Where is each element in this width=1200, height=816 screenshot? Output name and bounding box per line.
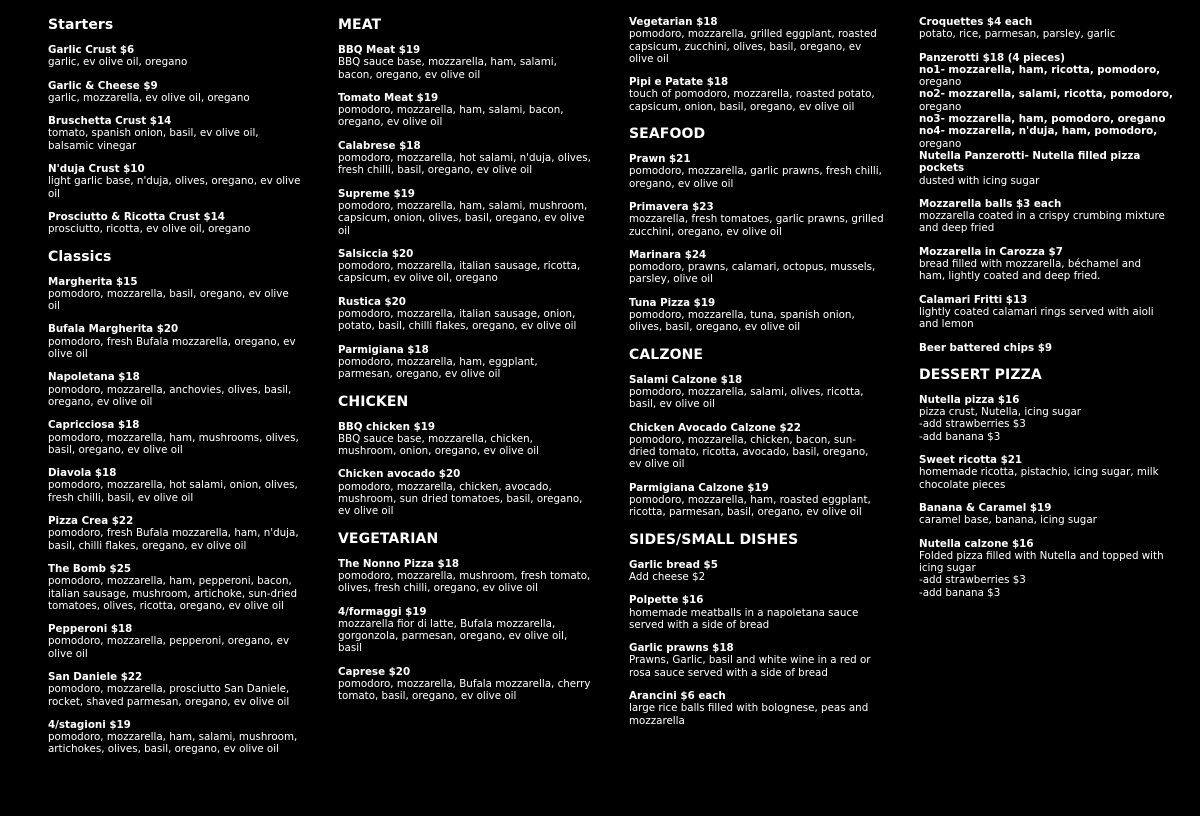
menu-item — [338, 421, 600, 458]
description-line: light garlic base, n'duja, olives, oregano, ev olive — [48, 175, 301, 188]
menu-item — [629, 642, 891, 679]
description-line: balsamic vinegar — [48, 139, 137, 152]
menu-item-name: Vegetarian $18 — [629, 16, 718, 28]
menu-item-description — [338, 152, 600, 177]
menu-item-description — [629, 702, 891, 727]
description-line: mozzarella fior di latte, Bufala mozzarella, — [338, 617, 556, 630]
menu-item — [629, 16, 891, 65]
menu-item-name: Arancini $6 each — [629, 689, 726, 702]
menu-item-name: Capricciosa $18 — [48, 419, 140, 432]
menu-item-description — [919, 550, 1181, 599]
description-line: ev olive oil — [629, 458, 685, 471]
menu-item-description — [48, 56, 310, 68]
menu-item-description — [48, 635, 310, 660]
menu-item-description — [919, 175, 1181, 187]
description-line: pomodoro, mozzarella, italian sausage, ricotta, — [338, 260, 581, 273]
menu-item — [48, 80, 310, 105]
menu-item-name: Prosciutto & Ricotta Crust $14 — [48, 210, 225, 223]
description-line: garlic, mozzarella, ev olive oil, oregano — [48, 91, 250, 104]
menu-item — [48, 371, 310, 408]
menu-item-name: Napoletana $18 — [48, 371, 140, 384]
menu-item-description — [629, 571, 891, 583]
menu-item-name: San Daniele $22 — [48, 670, 143, 683]
menu-item-name: Mozzarella in Carozza $7 — [919, 245, 1063, 258]
menu-item-name: Calamari Fritti $13 — [919, 293, 1028, 306]
description-line: -add strawberries $3 — [919, 418, 1026, 431]
menu-item — [629, 374, 891, 411]
menu-item-name: Primavera $23 — [629, 200, 714, 213]
description-line: parmesan, oregano, ev olive oil — [338, 368, 501, 381]
menu-item-name: Garlic prawns $18 — [629, 642, 734, 655]
menu-item-name: Prawn $21 — [629, 153, 691, 166]
menu-item-description — [338, 678, 600, 703]
menu-item-description — [919, 258, 1181, 283]
menu-section — [629, 346, 891, 519]
menu-item-description — [338, 570, 600, 595]
description-line: fresh chilli, basil, oregano, ev olive oil — [338, 164, 533, 177]
menu-item-name: Margherita $15 — [48, 275, 138, 288]
menu-item — [919, 394, 1181, 443]
menu-item-name: Tuna Pizza $19 — [629, 296, 716, 309]
menu-item-description — [338, 56, 600, 81]
description-line: oregano — [919, 137, 962, 150]
menu-item — [48, 276, 310, 313]
description-line: chocolate pieces — [919, 478, 1006, 491]
menu-item-name: Beer battered chips $9 — [919, 341, 1053, 354]
menu-item — [338, 140, 600, 177]
description-line: homemade meatballs in a napoletana sauce — [629, 606, 859, 619]
description-line: artichokes, olives, basil, oregano, ev olive oil — [48, 743, 279, 756]
menu-section — [629, 125, 891, 334]
menu-item-description — [629, 494, 891, 519]
description-line: olives, basil, oregano, ev olive oil — [629, 321, 801, 334]
menu-item-name: Nutella calzone $16 — [919, 537, 1034, 550]
menu-item-description — [338, 356, 600, 381]
menu-item-description — [48, 683, 310, 708]
menu-item — [629, 201, 891, 238]
menu-item — [338, 248, 600, 285]
menu-item-description — [338, 481, 600, 518]
menu-item-description — [629, 654, 891, 679]
description-line: oregano, ev olive oil — [48, 395, 153, 408]
menu-item-description — [338, 260, 600, 285]
description-line: oil — [48, 187, 61, 200]
description-line: pomodoro, prawns, calamari, octopus, mussels, — [629, 261, 876, 274]
menu-item-description — [919, 306, 1181, 331]
menu-item — [919, 16, 1181, 41]
description-line: pomodoro, mozzarella, Bufala mozzarella, cherry — [338, 677, 591, 690]
menu-item — [48, 44, 310, 69]
menu-item — [919, 52, 1181, 64]
menu-section — [629, 16, 891, 113]
menu-item-name: Panzerotti $18 (4 pieces) — [919, 51, 1065, 64]
description-line: and deep fried — [919, 222, 995, 235]
menu-item — [629, 249, 891, 286]
menu-item — [629, 422, 891, 471]
menu-section — [338, 16, 600, 381]
menu-item-name: Banana & Caramel $19 — [919, 501, 1052, 514]
menu-item-description — [629, 309, 891, 334]
menu-item-description — [629, 88, 891, 113]
description-line: fresh chilli, basil, ev olive oil — [48, 491, 194, 504]
description-line: parsley, olive oil — [629, 273, 714, 286]
description-line: pomodoro, mozzarella, mushroom, fresh tomato, — [338, 569, 591, 582]
description-line: tomatoes, olives, ricotta, oregano, ev olive oil — [48, 599, 284, 612]
menu-item-description — [48, 575, 310, 612]
menu-item-description — [919, 466, 1181, 491]
description-line: garlic, ev olive oil, oregano — [48, 56, 188, 69]
menu-item-name: Rustica $20 — [338, 295, 406, 308]
menu-item-name: Chicken avocado $20 — [338, 468, 461, 481]
section-title-seafood: SEAFOOD — [629, 126, 706, 143]
menu-item-name: Parmigiana $18 — [338, 343, 429, 356]
menu-item — [48, 323, 310, 360]
description-line: and lemon — [919, 318, 974, 331]
description-line: icing sugar — [919, 562, 976, 575]
description-line: pomodoro, mozzarella, ham, salami, bacon, — [338, 104, 564, 117]
description-line: Folded pizza filled with Nutella and topped with — [919, 549, 1164, 562]
menu-item — [629, 559, 891, 584]
description-line: capsicum, onion, basil, oregano, ev olive oil — [629, 100, 855, 113]
menu-item — [919, 246, 1181, 283]
menu-item — [338, 468, 600, 517]
menu-item-name: N'duja Crust $10 — [48, 163, 145, 176]
description-line: pomodoro, mozzarella, chicken, avocado, — [338, 480, 552, 493]
menu-item-name: Supreme $19 — [338, 187, 415, 200]
description-line: large rice balls filled with bolognese, peas and — [629, 702, 869, 715]
description-line: tomato, basil, oregano, ev olive oil — [338, 690, 517, 703]
menu-item — [629, 482, 891, 519]
description-line: olive oil — [629, 52, 669, 65]
menu-column-3 — [629, 16, 891, 738]
menu-item-name: Bufala Margherita $20 — [48, 323, 179, 336]
description-line: capsicum, ev olive oil, oregano — [338, 272, 498, 285]
description-line: oregano — [919, 100, 962, 113]
description-line: caramel base, banana, icing sugar — [919, 514, 1097, 527]
menu-item — [48, 623, 310, 660]
description-line: pomodoro, mozzarella, grilled eggplant, roasted — [629, 28, 877, 41]
menu-item — [629, 594, 891, 631]
description-line: pomodoro, mozzarella, chicken, bacon, sun- — [629, 433, 856, 446]
menu-item-name: Polpette $16 — [629, 594, 704, 607]
menu-item-description — [48, 384, 310, 409]
menu-item — [48, 115, 310, 152]
menu-item — [48, 563, 310, 612]
menu-section — [629, 531, 891, 727]
menu-item-name: no2- mozzarella, salami, ricotta, pomodoro, — [919, 88, 1173, 101]
menu-section — [919, 366, 1181, 599]
menu-item-name: Marinara $24 — [629, 248, 707, 261]
description-line: oil — [48, 300, 61, 313]
menu-item-description — [338, 618, 600, 655]
description-line: pomodoro, mozzarella, italian sausage, onion, — [338, 308, 576, 321]
description-line: pomodoro, mozzarella, anchovies, olives, basil, — [48, 383, 292, 396]
description-line: oregano — [919, 76, 962, 89]
description-line: pomodoro, fresh Bufala mozzarella, oregano, ev — [48, 335, 296, 348]
menu-item-description — [629, 386, 891, 411]
menu-item — [919, 454, 1181, 491]
menu-item — [338, 558, 600, 595]
menu-item — [919, 150, 1181, 187]
description-line: ham, lightly coated and deep fried. — [919, 270, 1101, 283]
menu-item-description — [48, 92, 310, 104]
description-line: olive oil — [48, 647, 88, 660]
menu-item-name: Croquettes $4 each — [919, 16, 1033, 28]
menu-column-1 — [48, 16, 310, 767]
menu-item-description — [919, 406, 1181, 443]
description-line: bread filled with mozzarella, béchamel and — [919, 258, 1142, 271]
description-line: -add strawberries $3 — [919, 574, 1026, 587]
description-line: pomodoro, mozzarella, ham, eggplant, — [338, 355, 538, 368]
description-line: pomodoro, fresh Bufala mozzarella, ham, n'duja, — [48, 527, 299, 540]
menu-item-description — [338, 308, 600, 333]
menu-item-description — [629, 607, 891, 632]
menu-section — [338, 530, 600, 703]
section-title-chicken: CHICKEN — [338, 393, 409, 410]
menu-column-2 — [338, 16, 600, 714]
description-line: basil — [338, 642, 362, 655]
description-line: zucchini, oregano, ev olive oil — [629, 225, 782, 238]
description-line: rocket, shaved parmesan, oregano, ev olive oil — [48, 695, 290, 708]
menu-item-name: no3- mozzarella, ham, pomodoro, oregano — [919, 113, 1166, 126]
menu-item — [338, 344, 600, 381]
menu-item-description — [48, 432, 310, 457]
menu-section — [48, 16, 310, 236]
description-line: mozzarella — [629, 714, 685, 727]
menu-item — [48, 515, 310, 552]
description-line: pomodoro, mozzarella, basil, oregano, ev olive — [48, 287, 289, 300]
description-line: mozzarella, fresh tomatoes, garlic prawns, grilled — [629, 213, 884, 226]
menu-item — [919, 113, 1181, 125]
menu-item-name: BBQ chicken $19 — [338, 420, 436, 433]
menu-item — [919, 342, 1181, 354]
menu-item-description — [48, 731, 310, 756]
menu-item — [919, 538, 1181, 599]
menu-item-name: Parmigiana Calzone $19 — [629, 481, 769, 494]
menu-item-name: Garlic Crust $6 — [48, 44, 135, 56]
description-line: olives, fresh chilli, oregano, ev olive oil — [338, 582, 538, 595]
menu-item — [919, 64, 1181, 89]
section-title-classics: Classics — [48, 248, 112, 265]
menu-item-name: The Bomb $25 — [48, 562, 132, 575]
description-line: dusted with icing sugar — [919, 174, 1040, 187]
menu-item — [629, 690, 891, 727]
menu-item-description — [48, 127, 310, 152]
menu-section — [48, 248, 310, 756]
menu-item — [629, 153, 891, 190]
menu-item-description — [48, 527, 310, 552]
menu-item-description — [919, 76, 1181, 88]
description-line: touch of pomodoro, mozzarella, roasted potato, — [629, 88, 875, 101]
description-line: BBQ sauce base, mozzarella, ham, salami, — [338, 56, 557, 69]
menu-item-name: The Nonno Pizza $18 — [338, 557, 460, 570]
description-line: capsicum, zucchini, olives, basil, oregano, ev — [629, 40, 862, 53]
menu-item — [48, 467, 310, 504]
menu-item-name: Bruschetta Crust $14 — [48, 115, 172, 128]
description-line: capsicum, onion, olives, basil, oregano, ev olive — [338, 212, 585, 225]
menu-item — [629, 297, 891, 334]
description-line: potato, basil, chilli flakes, oregano, ev olive oil — [338, 320, 577, 333]
description-line: mozzarella coated in a crispy crumbing mixture — [919, 210, 1165, 223]
description-line: gorgonzola, parmesan, oregano, ev olive oil, — [338, 630, 568, 643]
menu-item-description — [919, 210, 1181, 235]
description-line: pomodoro, mozzarella, hot salami, onion, olives, — [48, 479, 298, 492]
section-title-dessert-pizza: DESSERT PIZZA — [919, 366, 1042, 383]
menu-item — [629, 76, 891, 113]
description-line: basil, oregano, ev olive oil — [48, 443, 183, 456]
description-line: pomodoro, mozzarella, ham, salami, mushroom, — [48, 731, 298, 744]
description-line: mushroom, sun dried tomatoes, basil, oregano, — [338, 493, 583, 506]
menu-item-name: 4/formaggi $19 — [338, 605, 427, 618]
menu-section — [919, 16, 1181, 354]
description-line: pomodoro, mozzarella, ham, salami, mushroom, — [338, 199, 588, 212]
menu-item-name: Tomato Meat $19 — [338, 91, 439, 104]
description-line: oregano, ev olive oil — [338, 116, 443, 129]
section-title-vegetarian: VEGETARIAN — [338, 530, 439, 547]
menu-item-description — [48, 223, 310, 235]
description-line: mushroom, onion, oregano, ev olive oil — [338, 445, 539, 458]
menu-item-name: no1- mozzarella, ham, ricotta, pomodoro, — [919, 63, 1161, 76]
menu-item-name: Diavola $18 — [48, 467, 117, 480]
menu-item-name: no4- mozzarella, n'duja, ham, pomodoro, — [919, 125, 1158, 138]
menu-item-name: Pipi e Patate $18 — [629, 76, 729, 89]
section-title-sides-small-dishes: SIDES/SMALL DISHES — [629, 531, 799, 548]
description-line: homemade ricotta, pistachio, icing sugar, milk — [919, 466, 1159, 479]
menu-item-name: Sweet ricotta $21 — [919, 454, 1023, 467]
menu-item-description — [338, 200, 600, 237]
description-line: pomodoro, mozzarella, prosciutto San Daniele, — [48, 683, 290, 696]
description-line: pomodoro, mozzarella, ham, pepperoni, bacon, — [48, 575, 292, 588]
menu-item — [338, 666, 600, 703]
menu-item-name: Caprese $20 — [338, 665, 411, 678]
menu-item — [48, 671, 310, 708]
menu-item-name: Nutella Panzerotti- Nutella filled pizza pockets — [919, 149, 1141, 175]
menu-item-name: Salsiccia $20 — [338, 247, 414, 260]
menu-item — [919, 294, 1181, 331]
menu-item-description — [48, 175, 310, 200]
menu-item-description — [919, 514, 1181, 526]
description-line: oil — [338, 224, 351, 237]
menu-item — [48, 719, 310, 756]
menu-item-description — [48, 479, 310, 504]
menu-item-name: Pepperoni $18 — [48, 623, 133, 636]
menu-item — [338, 44, 600, 81]
menu-item-name: Salami Calzone $18 — [629, 373, 743, 386]
menu-item — [919, 502, 1181, 527]
description-line: -add banana $3 — [919, 430, 1001, 443]
description-line: italian sausage, mushroom, artichoke, sun-dried — [48, 587, 298, 600]
menu-item-description — [629, 261, 891, 286]
description-line: potato, rice, parmesan, parsley, garlic — [919, 28, 1116, 41]
section-title-meat: MEAT — [338, 17, 382, 33]
menu-item — [338, 188, 600, 237]
menu-item-description — [919, 138, 1181, 150]
description-line: -add banana $3 — [919, 586, 1001, 599]
menu-item-name: Garlic bread $5 — [629, 558, 718, 571]
menu-item-description — [629, 434, 891, 471]
description-line: pomodoro, mozzarella, ham, mushrooms, olives, — [48, 431, 299, 444]
menu-section — [338, 393, 600, 518]
menu-item-name: 4/stagioni $19 — [48, 718, 131, 731]
description-line: pomodoro, mozzarella, tuna, spanish onion, — [629, 309, 855, 322]
description-line: pomodoro, mozzarella, ham, roasted eggplant, — [629, 494, 871, 507]
section-title-calzone: CALZONE — [629, 346, 704, 363]
menu-item-name: Pizza Crea $22 — [48, 515, 134, 528]
description-line: BBQ sauce base, mozzarella, chicken, — [338, 432, 533, 445]
menu-item-name: Chicken Avocado Calzone $22 — [629, 421, 801, 434]
menu-item-name: Nutella pizza $16 — [919, 393, 1020, 406]
description-line: pomodoro, mozzarella, pepperoni, oregano, ev — [48, 635, 290, 648]
menu-item — [48, 419, 310, 456]
menu-item-name: BBQ Meat $19 — [338, 44, 421, 56]
menu-item-description — [629, 165, 891, 190]
menu-column-4 — [919, 16, 1181, 610]
description-line: pomodoro, mozzarella, salami, olives, ricotta, — [629, 385, 864, 398]
menu-item — [919, 198, 1181, 235]
section-title-starters: Starters — [48, 17, 114, 33]
menu-item-description — [48, 336, 310, 361]
description-line: tomato, spanish onion, basil, ev olive oil, — [48, 127, 259, 140]
description-line: basil, chilli flakes, oregano, ev olive oil — [48, 539, 247, 552]
menu-item — [338, 606, 600, 655]
description-line: pomodoro, mozzarella, hot salami, n'duja, olives, — [338, 152, 591, 165]
description-line: oregano, ev olive oil — [629, 177, 734, 190]
description-line: bacon, oregano, ev olive oil — [338, 68, 481, 81]
description-line: pomodoro, mozzarella, garlic prawns, fresh chilli, — [629, 165, 882, 178]
description-line: olive oil — [48, 348, 88, 361]
menu-item-description — [919, 101, 1181, 113]
description-line: pizza crust, Nutella, icing sugar — [919, 406, 1082, 419]
description-line: lightly coated calamari rings served with aioli — [919, 305, 1154, 318]
menu-item — [48, 211, 310, 236]
menu-item-name: Garlic & Cheese $9 — [48, 79, 158, 92]
description-line: prosciutto, ricotta, ev olive oil, oregano — [48, 223, 251, 236]
menu-item-description — [919, 28, 1181, 40]
menu-item — [338, 92, 600, 129]
menu-item — [919, 125, 1181, 150]
description-line: basil, ev olive oil — [629, 398, 715, 411]
menu-item-description — [338, 433, 600, 458]
description-line: served with a side of bread — [629, 618, 770, 631]
menu-item — [919, 88, 1181, 113]
menu-item — [48, 163, 310, 200]
menu-item-description — [629, 213, 891, 238]
description-line: dried tomato, ricotta, avocado, basil, oregano, — [629, 446, 869, 459]
menu-item-name: Calabrese $18 — [338, 139, 421, 152]
description-line: Add cheese $2 — [629, 570, 706, 583]
menu-item — [338, 296, 600, 333]
description-line: rosa sauce served with a side of bread — [629, 666, 828, 679]
description-line: Prawns, Garlic, basil and white wine in a red or — [629, 654, 871, 667]
menu-item-name: Mozzarella balls $3 each — [919, 197, 1062, 210]
description-line: ricotta, parmesan, basil, oregano, ev olive oil — [629, 506, 862, 519]
description-line: ev olive oil — [338, 505, 394, 518]
menu-item-description — [48, 288, 310, 313]
menu-item-description — [338, 104, 600, 129]
menu-item-description — [629, 28, 891, 65]
